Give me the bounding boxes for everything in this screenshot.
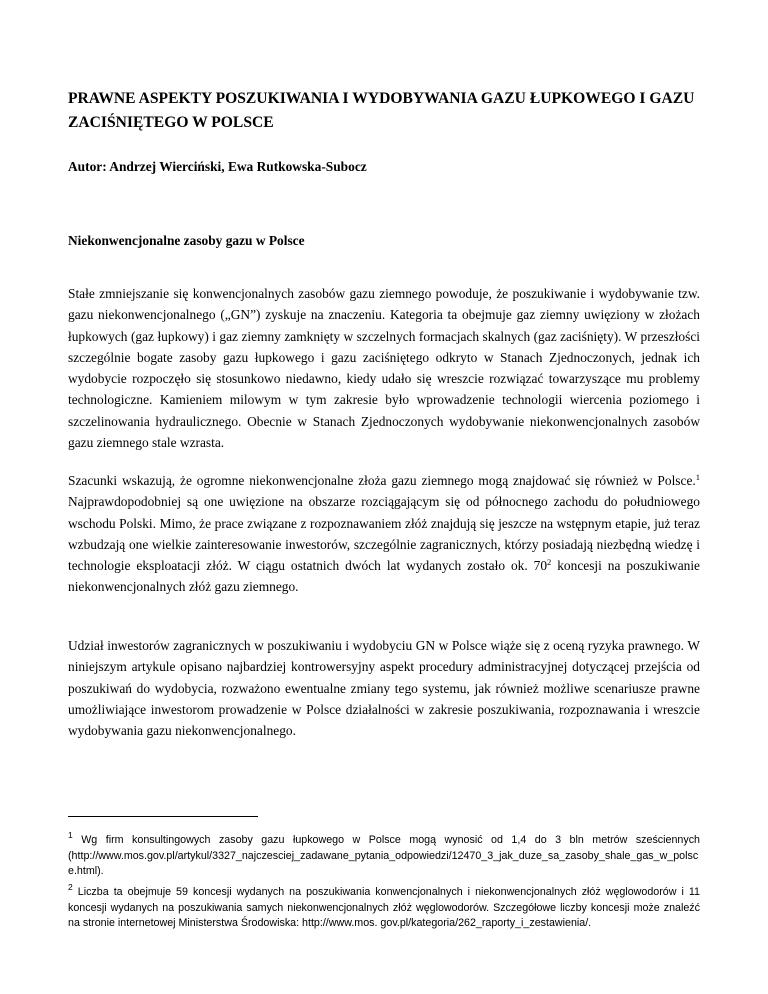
footnote-number-2: 2 [68, 882, 73, 892]
paragraph-2-text-c: koncesji na poszukiwanie niekonwencjonalnych złóż gazu ziemnego. [68, 558, 700, 595]
body-paragraph-1: Stałe zmniejszanie się konwencjonalnych zasobów gazu ziemnego powoduje, że poszukiwanie i wydobywanie tzw. gazu niekonwencjonalnego („GN”) zyskuje na znaczeniu. Kategoria ta obejmuje gaz ziemny uwięziony w złożach łupkowych (gaz łupkowy) i gaz ziemny zamknięty w szczelnych formacjach skalnych (gaz zaciśnięty). W przeszłości szczególnie bogate zasoby gazu łupkowego i gazu zaciśniętego odkryto w Stanach Zjednoczonych, jednak ich wydobycie rozpoczęło się stosunkowo niedawno, kiedy udało się wreszcie rozwiązać towarzyszące mu problemy technologiczne. Kamieniem milowym w tym zakresie było wprowadzenie technologii wiercenia poziomego i szczelinowania hydraulicznego. Obecnie w Stanach Zjednoczonych wydobywanie niekonwencjonalnych zasobów gazu ziemnego stale wzrasta. [68, 286, 700, 451]
footnote-2 [68, 882, 700, 932]
footnote-separator [68, 816, 258, 817]
footnote-1 [68, 830, 700, 880]
footnote-number-1: 1 [68, 830, 73, 840]
paragraph-2-text-a: Szacunki wskazują, że ogromne niekonwencjonalne złoża gazu ziemnego mogą znajdować się również w Polsce. [68, 473, 696, 488]
document-title: PRAWNE ASPEKTY POSZUKIWANIA I WYDOBYWANIA GAZU ŁUPKOWEGO I GAZU ZACIŚNIĘTEGO W POLSCE [68, 90, 695, 131]
section-heading: Niekonwencjonalne zasoby gazu w Polsce [68, 233, 305, 248]
body-paragraph-3: Udział inwestorów zagranicznych w poszukiwaniu i wydobyciu GN w Polsce wiąże się z oceną ryzyka prawnego. W niniejszym artykule opisano najbardziej kontrowersyjny aspekt procedury administracyjnej dotyczącej przejścia od poszukiwań do wydobycia, rozważono ewentualne zmiany tego systemu, jak również możliwe scenariusze prawne umożliwiające inwestorom prowadzenie w Polsce działalności w zakresie poszukiwania, rozpoznawania i wreszcie wydobywania gazu niekonwencjonalnego. [68, 638, 700, 739]
footnote-text-2: Liczba ta obejmuje 59 koncesji wydanych na poszukiwania konwencjonalnych i niekonwencjonalnych złóż węglowodorów i 11 koncesji wydanych na poszukiwania samych niekonwencjonalnych złóż węglowodorów. Szczegółowe liczby koncesji może znaleźć na stronie internetowej Ministerstwa Środowiska: http://www.mos. gov.pl/kategoria/262_raporty_i_zestawienia/. [68, 886, 700, 930]
author-line: Autor: Andrzej Wierciński, Ewa Rutkowska-Subocz [68, 159, 367, 174]
body-paragraph-2 [68, 470, 700, 598]
footnote-ref-1[interactable]: 1 [695, 472, 700, 482]
footnote-text-1: Wg firm konsultingowych zasoby gazu łupkowego w Polsce mogą wynosić od 1,4 do 3 bln metrów sześciennych (http://www.mos.gov.pl/artykul/3327_najczesciej_zadawane_pytania_odpowiedzi/12470_3_jak_duze_sa_zasoby_shale_gas_w_polsce.html). [68, 834, 700, 878]
footnote-ref-2[interactable]: 2 [547, 557, 552, 568]
paragraph-2-text-b: Najprawdopodobniej są one uwięzione na obszarze rozciągającym się od północnego zachodu do południowego wschodu Polski. Mimo, że prace związane z rozpoznawaniem złóż znajdują się jeszcze na wstępnym etapie, już teraz wzbudzają one wielkie zainteresowanie inwestorów, szczególnie zagranicznych, którzy posiadają niezbędną wiedzę i technologie eksploatacji złóż. W ciągu ostatnich dwóch lat wydanych zostało ok. 70 [68, 494, 700, 574]
